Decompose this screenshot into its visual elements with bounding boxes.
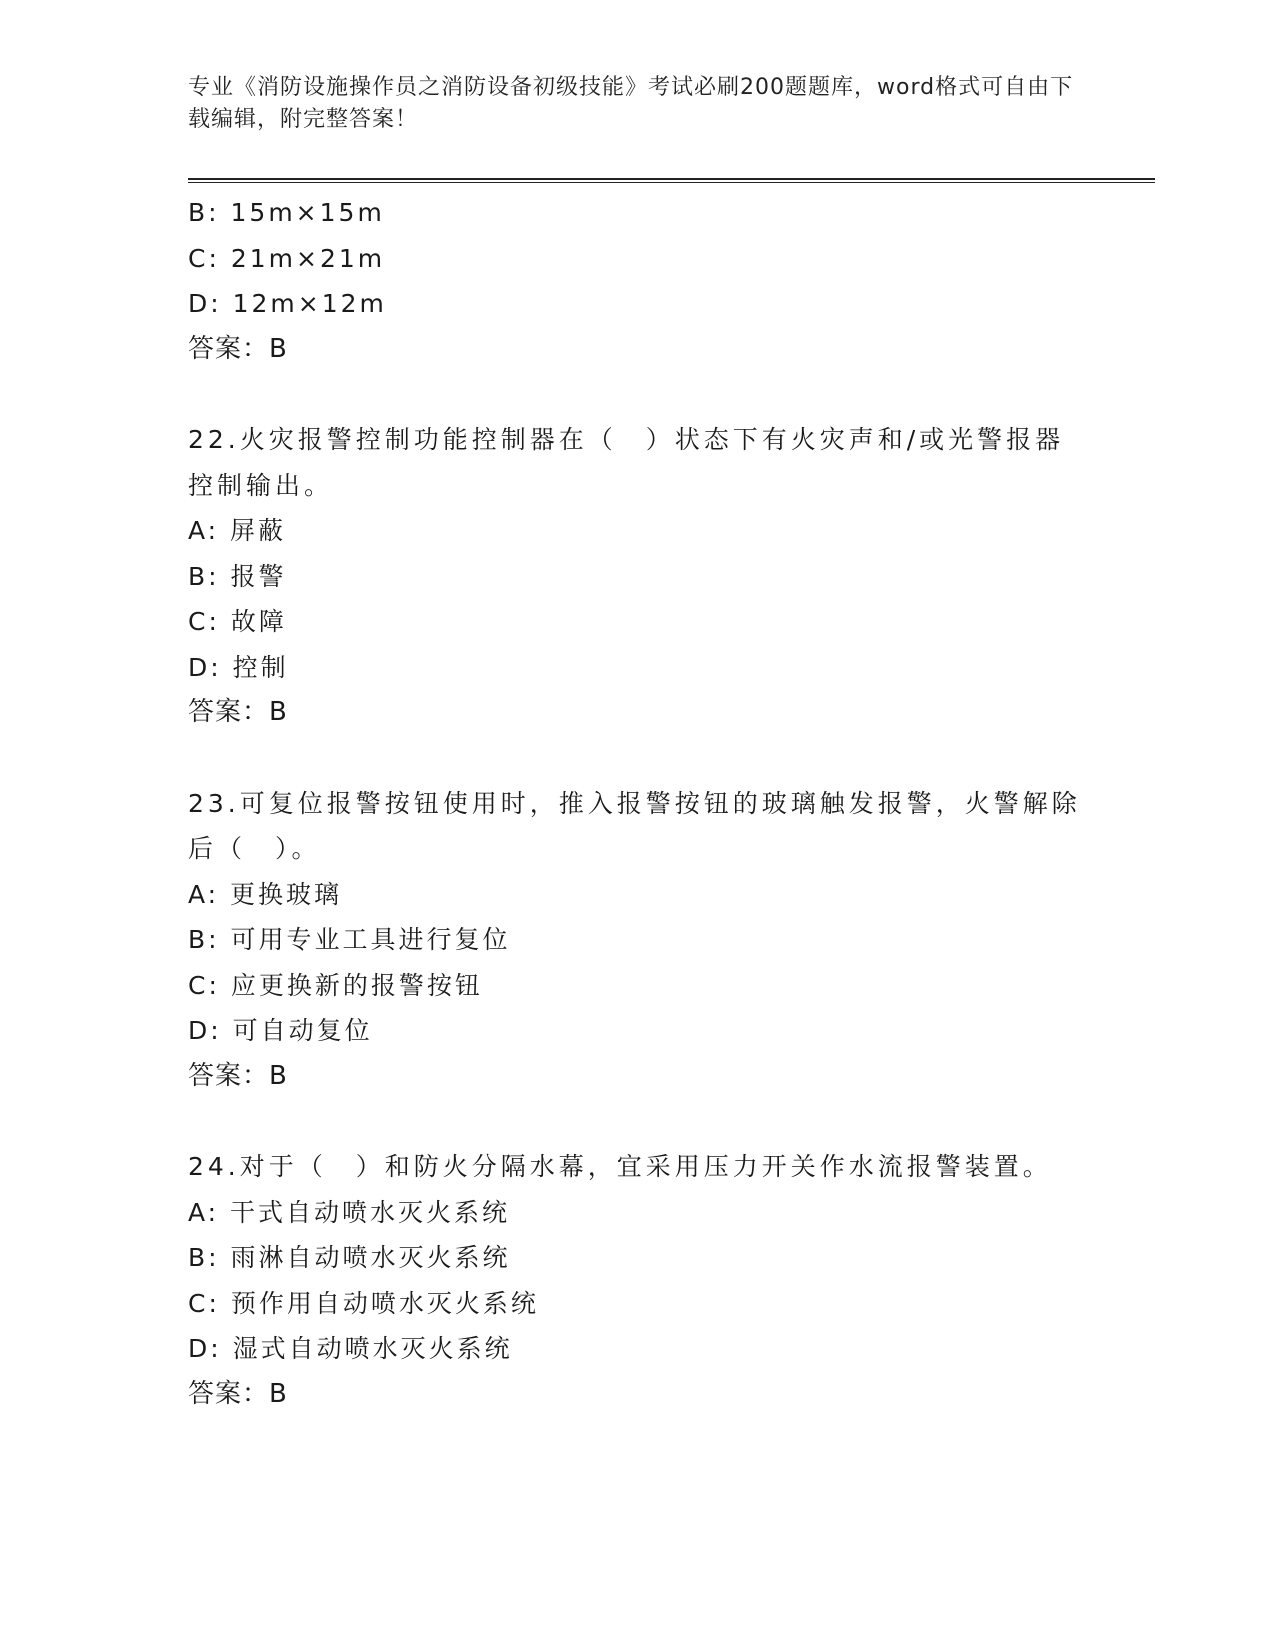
option-c: C: 故障 (188, 607, 287, 636)
option-b: B: 报警 (188, 561, 287, 591)
answer-line: 答案：B (188, 333, 288, 364)
option-c: C: 21m×21m (188, 243, 386, 273)
option-b: B: 可用专业工具进行复位 (188, 925, 511, 954)
question-list (188, 190, 1088, 1417)
header-divider (188, 178, 1155, 183)
question-22 (188, 417, 1088, 736)
option-d: D: 12m×12m (188, 289, 387, 318)
answer-line: 答案：B (188, 1378, 288, 1409)
partial-question (188, 190, 1088, 372)
option-c: C: 预作用自动喷水灭火系统 (188, 1288, 539, 1318)
answer-line: 答案：B (188, 1060, 288, 1091)
question-stem: 23.可复位报警按钮使用时，推入报警按钮的玻璃触发报警，火警解除后（ ）。 (188, 788, 1081, 863)
question-23 (188, 781, 1088, 1100)
option-b: B: 15m×15m (188, 198, 385, 227)
option-b: B: 雨淋自动喷水灭火系统 (188, 1243, 511, 1272)
page-header: 专业《消防设施操作员之消防设备初级技能》考试必刷200题题库，word格式可自由下载编辑，附完整答案！ (188, 75, 1074, 132)
option-a: A: 更换玻璃 (188, 879, 343, 909)
option-c: C: 应更换新的报警按钮 (188, 970, 483, 1000)
question-24 (188, 1144, 1088, 1417)
option-a: A: 干式自动喷水灭火系统 (188, 1197, 511, 1227)
question-stem: 24.对于（ ）和防火分隔水幕，宜采用压力开关作水流报警装置。 (188, 1152, 1052, 1181)
answer-line: 答案：B (188, 697, 288, 727)
option-d: D: 控制 (188, 652, 289, 682)
question-stem: 22.火灾报警控制功能控制器在（ ）状态下有火灾声和/或光警报器控制输出。 (188, 425, 1065, 500)
option-a: A: 屏蔽 (188, 516, 287, 545)
option-d: D: 可自动复位 (188, 1016, 373, 1045)
option-d: D: 湿式自动喷水灭火系统 (188, 1334, 513, 1363)
